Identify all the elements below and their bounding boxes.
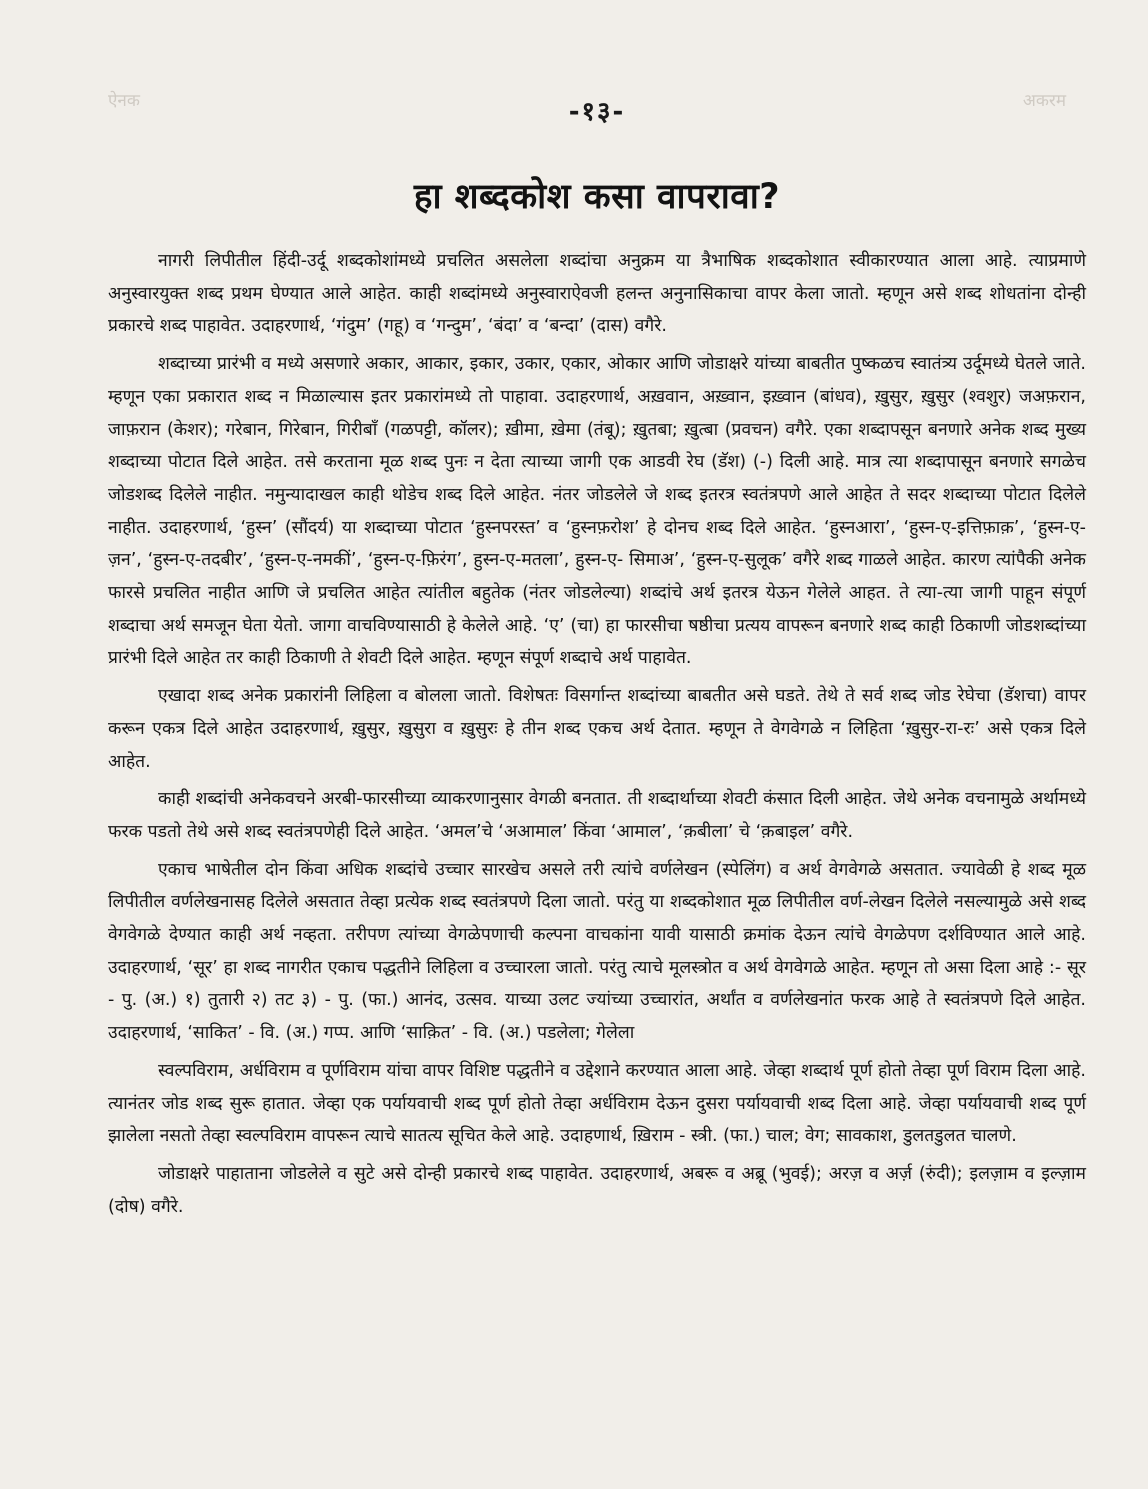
bleed-through-left-header: ऐनक <box>108 91 140 111</box>
page-number: -१३- <box>568 97 626 127</box>
paragraph-plurals: काही शब्दांची अनेकवचने अरबी-फारसीच्या व्याकरणानुसार वेगळी बनतात. ती शब्दार्थाच्या शेवटी कंसात दिली आहेत. जेथे अनेक वचनामुळे अर्थामध्ये फरक पडतो तेथे असे शब्द स्वतंत्रपणेही दिले आहेत. ‘अमल’चे ‘अआमाल’ किंवा ‘आमाल’, ‘क़बीला’ चे ‘क़बाइल’ वगैरे. <box>108 789 1086 842</box>
paragraph-spelling-variants: शब्दाच्या प्रारंभी व मध्ये असणारे अकार, आकार, इकार, उकार, एकार, ओकार आणि जोडाक्षरे यांच्या बाबतीत पुष्कळच स्वातंत्र्य उर्दूमध्ये घेतले जाते. म्हणून एका प्रकारात शब्द न मिळाल्यास इतर प्रकारांमध्ये तो पाहावा. उदाहरणार्थ, अख़वान, अख़्वान, इख़्वान (बांधव), ख़ुसुर, ख़ुसुर (श्वशुर) जअफ़रान, जाफ़रान (केशर); गरेबान, गिरेबान, गिरीबाँ (गळपट्टी, कॉलर); ख़ीमा, ख़ेमा (तंबू); ख़ुतबा; ख़ुत्बा (प्रवचन) वगैरे. एका शब्दापसून बनणारे अनेक शब्द मुख्य शब्दाच्या पोटात दिले आहेत. तसे करताना मूळ शब्द पुनः न देता त्याच्या जागी एक आडवी रेघ (डॅश) (-) दिली आहे. मात्र त्या शब्दापासून बनणारे सगळेच जोडशब्द दिलेले नाहीत. नमुन्यादाखल काही थोडेच शब्द दिले आहेत. नंतर जोडलेले जे शब्द इतरत्र स्वतंत्रपणे आले आहेत ते सदर शब्दाच्या पोटात दिलेले नाहीत. उदाहरणार्थ, ‘हुस्न’ (सौंदर्य) या शब्दाच्या पोटात ‘हुस्नपरस्त’ व ‘हुस्नफ़रोश’ हे दोनच शब्द दिले आहेत. ‘हुस्नआरा’, ‘हुस्न-ए-इत्तिफ़ाक़’, ‘हुस्न-ए-ज़न’, ‘हुस्न-ए-तदबीर’, ‘हुस्न-ए-नमकीं’, ‘हुस्न-ए-फ़िरंग’, हुस्न-ए-मतला’, हुस्न-ए- सिमाअ’, ‘हुस्न-ए-सुलूक’ वगैरे शब्द गाळले आहेत. कारण त्यांपैकी अनेक फारसे प्रचलित नाहीत आणि जे प्रचलित आहेत त्यांतील बहुतेक (नंतर जोडलेल्या) शब्दांचे अर्थ इतरत्र येऊन गेलेले आहत. ते त्या-त्या जागी पाहून संपूर्ण शब्दाचा अर्थ समजून घेता येतो. जागा वाचविण्यासाठी हे केलेले आहे. ‘ए’ (चा) हा फारसीचा षष्ठीचा प्रत्यय वापरून बनणारे शब्द काही ठिकाणी जोडशब्दांच्या प्रारंभी दिले आहेत तर काही ठिकाणी ते शेवटी दिले आहेत. म्हणून संपूर्ण शब्दाचे अर्थ पाहावेत. <box>108 354 1086 669</box>
paragraph-word-order: नागरी लिपीतील हिंदी-उर्दू शब्दकोशांमध्ये प्रचलित असलेला शब्दांचा अनुक्रम या त्रैभाषिक शब्दकोशात स्वीकारण्यात आला आहे. त्याप्रमाणे अनुस्वारयुक्त शब्द प्रथम घेण्यात आले आहेत. काही शब्दांमध्ये अनुस्वाराऐवजी हलन्त अनुनासिकाचा वापर केला जातो. म्हणून असे शब्द शोधतांना दोन्ही प्रकारचे शब्द पाहावेत. उदाहरणार्थ, ‘गंदुम’ (गहू) व ‘गन्दुम’, ‘बंदा’ व ‘बन्दा’ (दास) वगैरे. <box>108 251 1086 337</box>
page-title: हा शब्दकोश कसा वापरावा? <box>413 177 781 217</box>
paragraph-combined-forms: एखादा शब्द अनेक प्रकारांनी लिहिला व बोलला जातो. विशेषतः विसर्गान्त शब्दांच्या बाबतीत असे घडते. तेथे ते सर्व शब्द जोड रेघेचा (डॅशचा) वापर करून एकत्र दिले आहेत उदाहरणार्थ, ख़ुसुर, ख़ुसुरा व ख़ुसुरः हे तीन शब्द एकच अर्थ देतात. म्हणून ते वेगवेगळे न लिहिता ‘ख़ुसुर-रा-रः’ असे एकत्र दिले आहेत. <box>108 686 1086 772</box>
paragraph-punctuation: स्वल्पविराम, अर्धविराम व पूर्णविराम यांचा वापर विशिष्ट पद्धतीने व उद्देशाने करण्यात आला आहे. जेव्हा शब्दार्थ पूर्ण होतो तेव्हा पूर्ण विराम दिला आहे. त्यानंतर जोड शब्द सुरू हातात. जेव्हा एक पर्यायवाची शब्द पूर्ण होतो तेव्हा अर्धविराम देऊन दुसरा पर्यायवाची शब्द दिला आहे. जेव्हा पर्यायवाची शब्द पूर्ण झालेला नसतो तेव्हा स्वल्पविराम वापरून त्याचे सातत्य सूचित केले आहे. उदाहणार्थ, ख़िराम - स्त्री. (फा.) चाल; वेग; सावकाश, डुलतडुलत चालणे. <box>108 1060 1086 1147</box>
bleed-through-right-header: अकरम <box>1022 91 1066 111</box>
paragraph-homonyms: एकाच भाषेतील दोन किंवा अधिक शब्दांचे उच्चार सारखेच असले तरी त्यांचे वर्णलेखन (स्पेलिंग) व अर्थ वेगवेगळे असतात. ज्यावेळी हे शब्द मूळ लिपीतील वर्णलेखनासह दिलेले असतात तेव्हा प्रत्येक शब्द स्वतंत्रपणे दिला जातो. परंतु या शब्दकोशात मूळ लिपीतील वर्ण-लेखन दिलेले नसल्यामुळे असे शब्द वेगवेगळे देण्यात काही अर्थ नव्हता. तरीपण त्यांच्या वेगळेपणाची कल्पना वाचकांना यावी यासाठी क्रमांक देऊन त्यांचे वेगळेपण दर्शविण्यात आले आहे. उदाहरणार्थ, ‘सूर’ हा शब्द नागरीत एकाच पद्धतीने लिहिला व उच्चारला जातो. परंतु त्याचे मूलस्त्रोत व अर्थ वेगवेगळे आहेत. म्हणून तो असा दिला आहे :- सूर - पु. (अ.) १) तुतारी २) तट ३) - पु. (फा.) आनंद, उत्सव. याच्या उलट ज्यांच्या उच्चारांत, अर्थांत व वर्णलेखनांत फरक आहे ते स्वतंत्रपणे दिले आहेत. उदाहरणार्थ, ‘साकित’ - वि. (अ.) गप्प. आणि ‘साक़ित’ - वि. (अ.) पडलेला; गेलेला <box>108 859 1086 1044</box>
paragraph-conjuncts: जोडाक्षरे पाहाताना जोडलेले व सुटे असे दोन्ही प्रकारचे शब्द पाहावेत. उदाहरणार्थ, अबरू व अब्रू (भुवई); अरज़ व अर्ज़ (रुंदी); इलज़ाम व इल्ज़ाम (दोष) वगैरे. <box>108 1163 1086 1217</box>
